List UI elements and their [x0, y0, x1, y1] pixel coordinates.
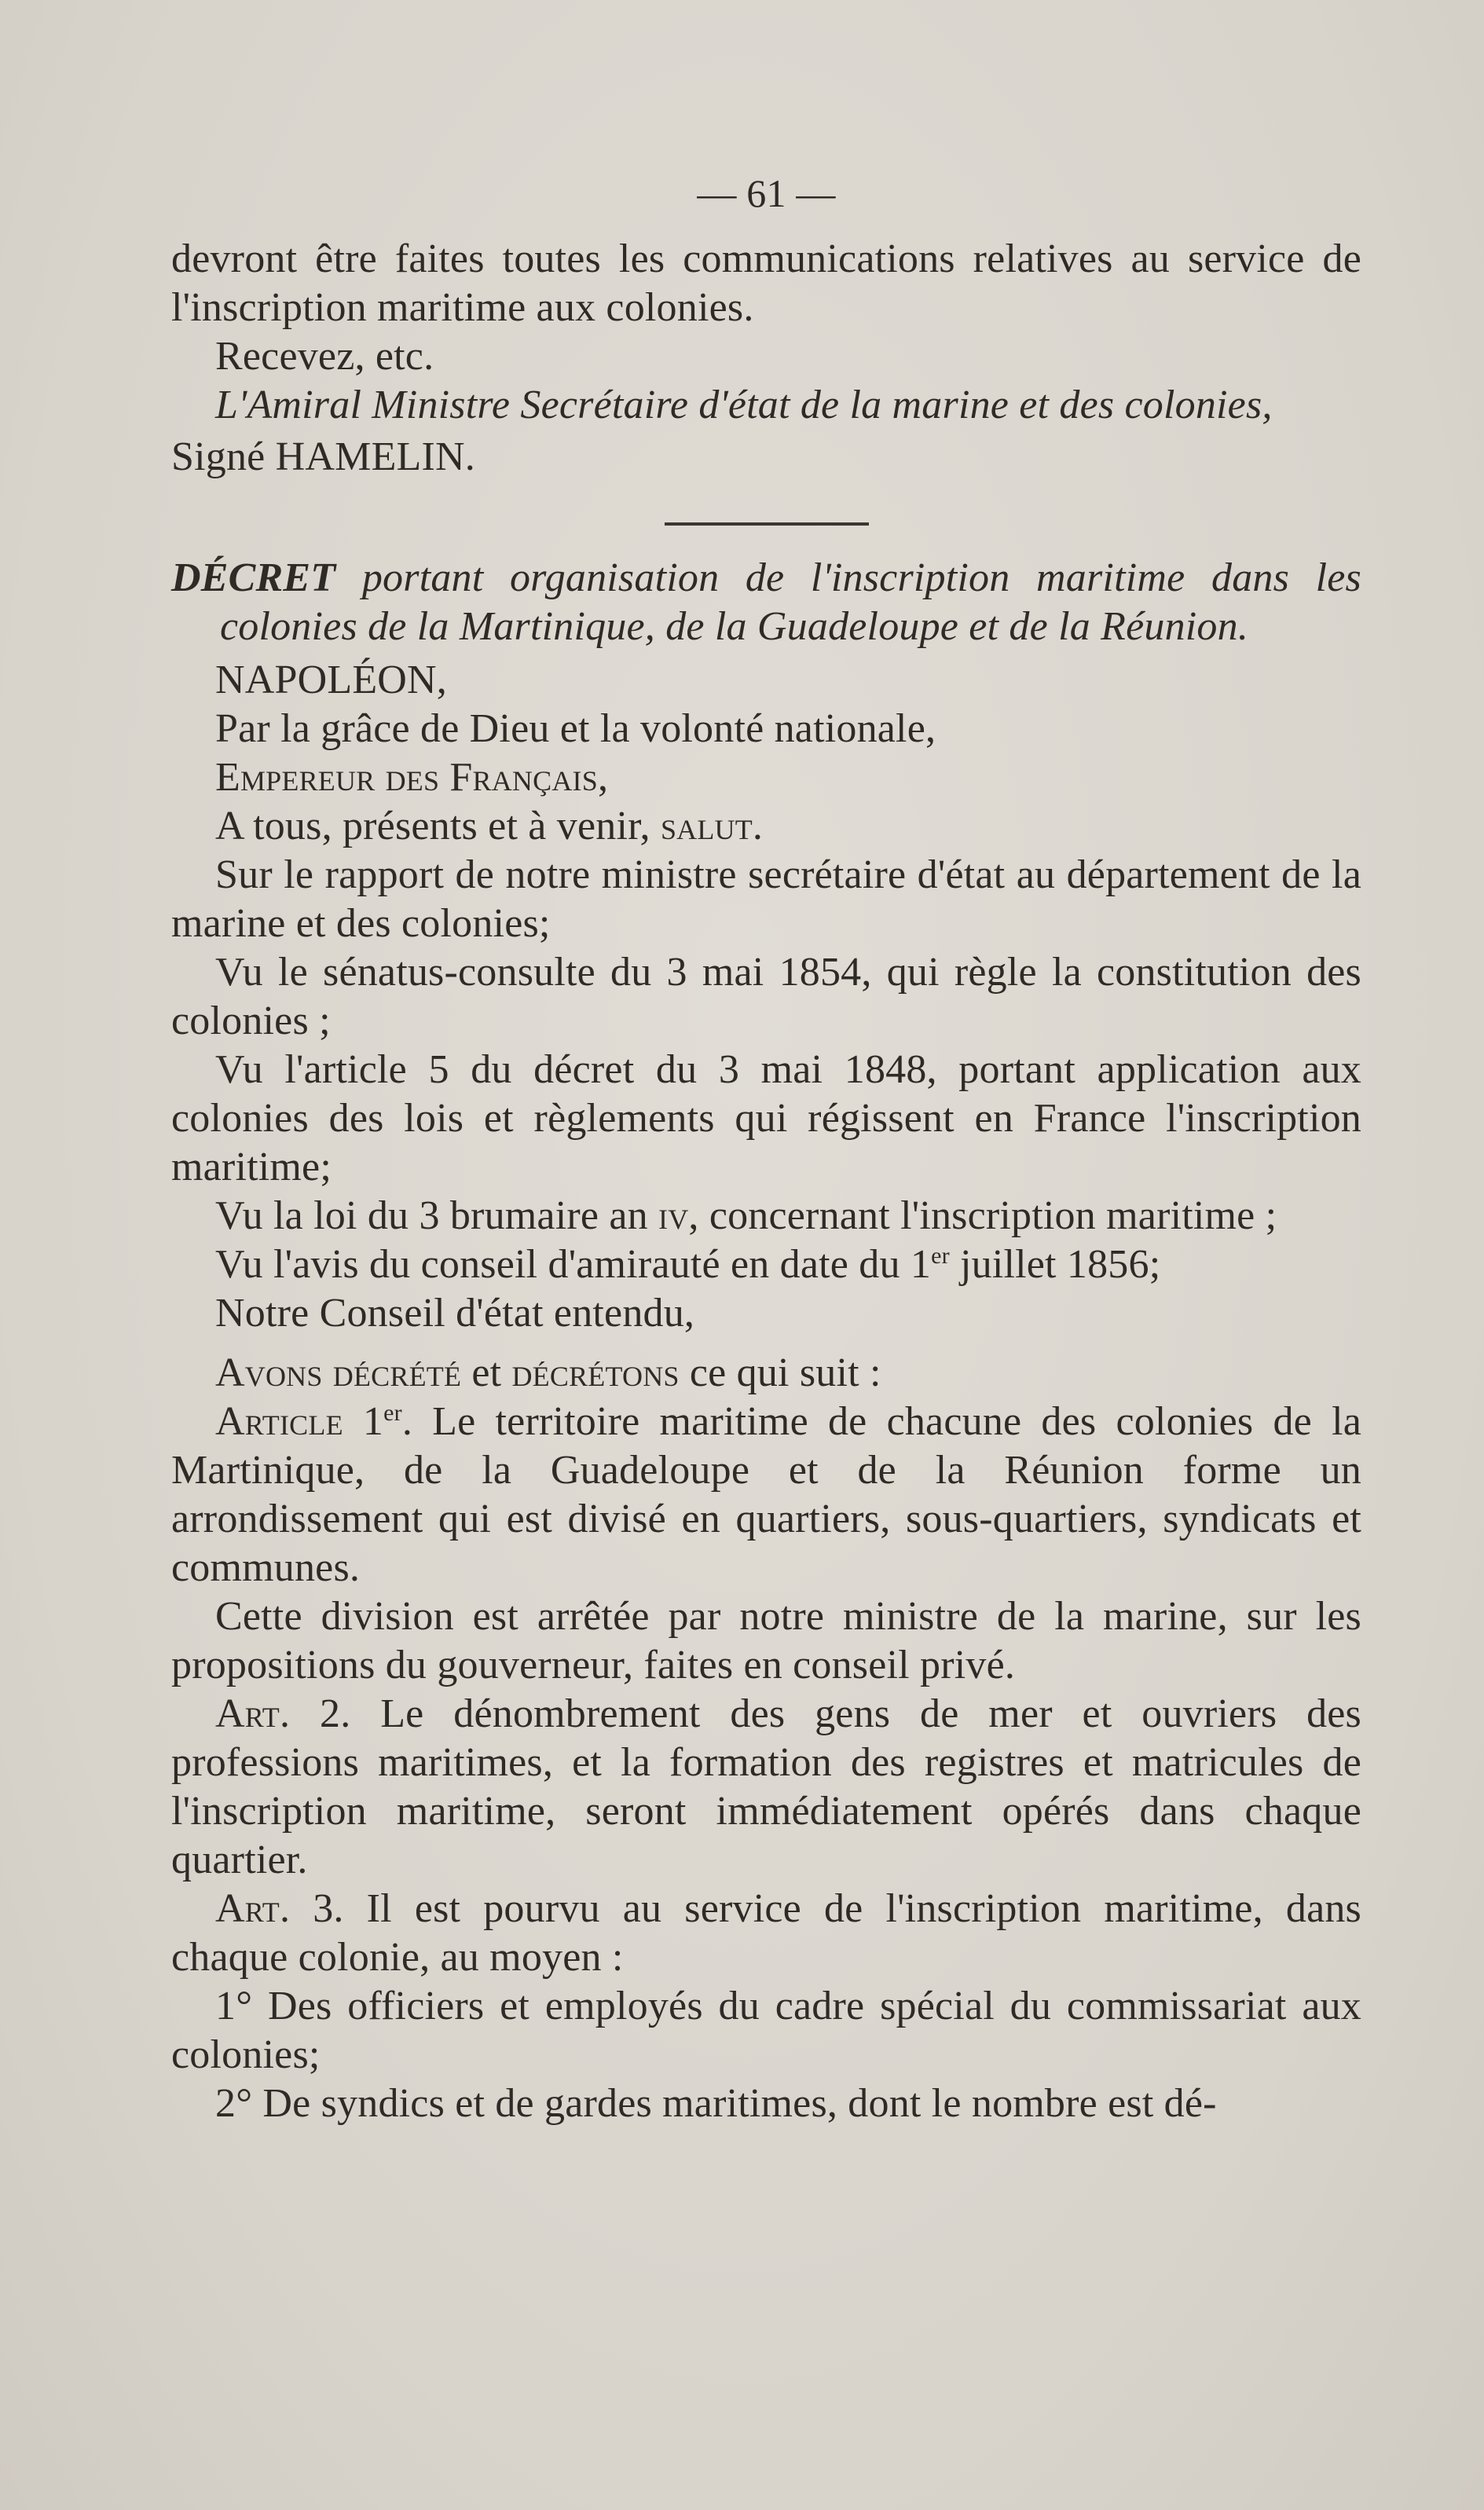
- salutation-salut: salut.: [660, 804, 764, 848]
- enacting-et: et: [461, 1350, 512, 1395]
- vu-senatus-consulte: Vu le sénatus-consulte du 3 mai 1854, qui règle la constitution des colonies ;: [171, 950, 1361, 1043]
- continuation-paragraph: devront être faites toutes les communications relatives au service de l'inscription maritime aux colonies.: [171, 236, 1361, 330]
- vu-loi-brumaire-roman: iv: [658, 1193, 689, 1238]
- article-1-division: Cette division est arrêtée par notre ministre de la marine, sur les propositions du gouverneur, faites en conseil privé.: [171, 1594, 1361, 1687]
- vu-article-5: Vu l'article 5 du décret du 3 mai 1848, portant application aux colonies des lois et règlements qui régissent en France l'inscription maritime;: [171, 1047, 1361, 1189]
- rapport-paragraph: Sur le rapport de notre ministre secrétaire d'état au département de la marine et des colonies;: [171, 852, 1361, 946]
- enacting-avons: Avons décrété: [215, 1350, 462, 1395]
- article-1: [171, 1398, 1361, 1592]
- article-2-text: . Le dénombrement des gens de mer et ouvriers des professions maritimes, et la formation des registres et matricules de l'inscription maritime, seront immédiatement opérés dans chaque quartier.: [171, 1691, 1361, 1882]
- section-divider: [665, 522, 869, 526]
- decree-title: [171, 554, 1361, 651]
- vu-avis-conseil: [171, 1240, 1361, 1289]
- article-1-sup: er: [383, 1400, 402, 1426]
- article-2: [171, 1690, 1361, 1885]
- article-3-item-2: 2° De syndics et de gardes maritimes, dont le nombre est dé-: [215, 2081, 1217, 2126]
- decree-title-rest: portant organisation de l'inscription maritime dans les colonies de la Martinique, de la Guadeloupe et de la Réunion.: [220, 555, 1361, 649]
- article-3-text: . Il est pourvu au service de l'inscription maritime, dans chaque colonie, au moyen :: [171, 1886, 1361, 1980]
- vu-loi-brumaire-b: , concernant l'inscription maritime ;: [688, 1193, 1277, 1238]
- signatory-title: L'Amiral Ministre Secrétaire d'état de la marine et des colonies,: [215, 383, 1273, 427]
- emperor-line: Empereur des Français,: [215, 755, 609, 800]
- article-3-item-1: 1° Des officiers et employés du cadre spécial du commissariat aux colonies;: [171, 1984, 1361, 2077]
- grace-line: Par la grâce de Dieu et la volonté nationale,: [215, 706, 936, 751]
- article-3-label: Art. 3: [215, 1886, 334, 1931]
- sovereign-name: NAPOLÉON,: [215, 658, 448, 702]
- vu-avis-b: juillet 1856;: [949, 1242, 1161, 1287]
- article-1-label: Article 1: [215, 1399, 384, 1444]
- article-1-text: . Le territoire maritime de chacune des colonies de la Martinique, de la Guadeloupe et de la Réunion forme un arrondissement qui est divisé en quartiers, sous-quartiers, syndicats et communes.: [171, 1399, 1361, 1590]
- enacting-clause: [171, 1349, 1361, 1398]
- article-3: [171, 1885, 1361, 1982]
- vu-avis-a: Vu l'avis du conseil d'amirauté en date du 1: [215, 1242, 932, 1287]
- signature-line: Signé HAMELIN.: [171, 434, 475, 479]
- conseil-entendu: Notre Conseil d'état entendu,: [215, 1291, 695, 1336]
- enacting-rest: ce qui suit :: [679, 1350, 881, 1395]
- vu-loi-brumaire-a: Vu la loi du 3 brumaire an: [215, 1193, 659, 1238]
- salutation-line: [171, 802, 1361, 851]
- article-2-label: Art. 2: [215, 1691, 341, 1736]
- vu-loi-brumaire: [171, 1192, 1361, 1240]
- enacting-decretons: décrétons: [511, 1350, 680, 1395]
- salutation-text: A tous, présents et à venir,: [215, 804, 661, 848]
- page-number: — 61 —: [697, 171, 836, 215]
- vu-avis-sup: er: [931, 1243, 950, 1269]
- page-text: [171, 169, 1361, 2128]
- closing-formula: Recevez, etc.: [215, 334, 434, 379]
- decree-title-lead: DÉCRET: [171, 555, 336, 600]
